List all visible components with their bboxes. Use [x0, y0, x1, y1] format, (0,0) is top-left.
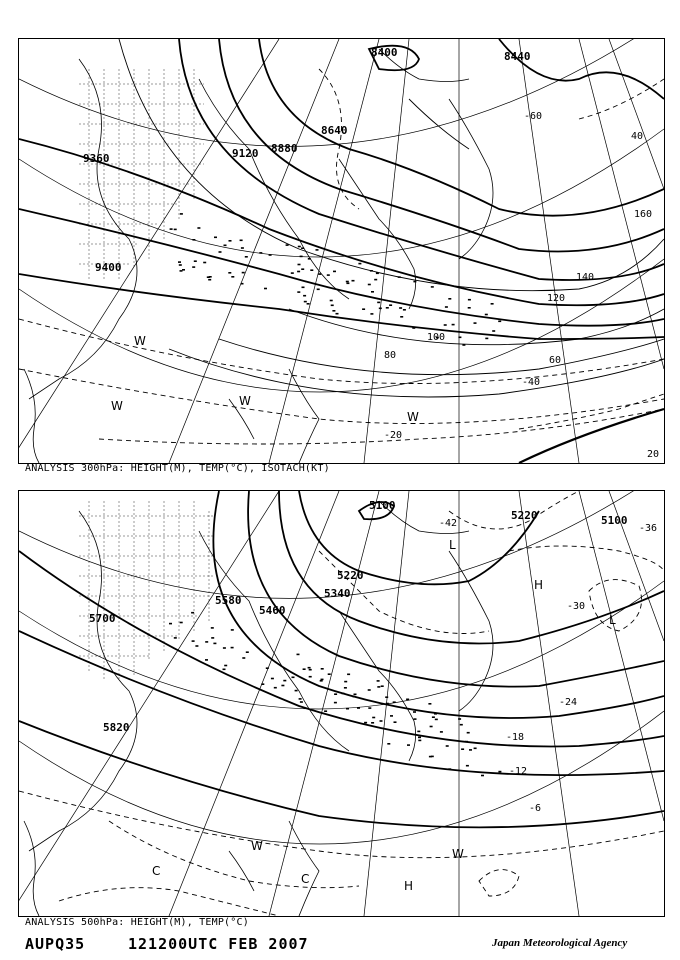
- station-mark: [320, 680, 323, 682]
- station-mark: [364, 722, 367, 724]
- station-mark: [310, 269, 313, 271]
- station-mark: [379, 308, 382, 310]
- height-label: 8640: [321, 124, 348, 137]
- station-mark: [286, 244, 289, 246]
- station-mark: [208, 279, 211, 281]
- jet-axis-line: [519, 409, 664, 463]
- station-mark: [195, 645, 198, 647]
- station-mark: [336, 313, 339, 315]
- station-mark: [468, 299, 471, 301]
- station-mark: [334, 693, 337, 695]
- station-mark: [205, 641, 208, 643]
- station-mark: [300, 256, 303, 258]
- station-mark: [461, 748, 464, 750]
- station-mark: [370, 270, 373, 272]
- station-mark: [462, 344, 465, 346]
- station-mark: [400, 316, 403, 318]
- station-mark: [377, 302, 380, 304]
- station-mark: [229, 240, 232, 242]
- height-label: 5220: [337, 569, 364, 582]
- station-mark: [394, 721, 397, 723]
- analysis-500hpa-map: [18, 490, 665, 917]
- pressure-system-mark: W: [407, 410, 419, 424]
- station-mark: [368, 707, 371, 709]
- station-mark: [431, 756, 434, 758]
- station-mark: [321, 679, 324, 681]
- isotherm-label: -40: [522, 377, 541, 388]
- station-mark: [292, 677, 295, 679]
- station-mark: [374, 279, 377, 281]
- station-mark: [219, 251, 222, 253]
- station-mark: [452, 324, 455, 326]
- station-mark: [281, 685, 284, 687]
- pressure-system-mark: W: [251, 839, 263, 853]
- station-mark: [448, 768, 451, 770]
- station-mark: [430, 726, 433, 728]
- station-mark: [386, 703, 389, 705]
- station-plots: [169, 612, 501, 776]
- station-mark: [298, 264, 301, 266]
- map-300hpa-canvas: [19, 39, 664, 463]
- station-mark: [467, 732, 470, 734]
- agency-name: Japan Meteorological Agency: [492, 937, 628, 949]
- station-mark: [259, 252, 262, 254]
- station-mark: [413, 711, 416, 713]
- station-mark: [302, 287, 305, 289]
- station-mark: [266, 667, 269, 669]
- isotherm-label: -24: [559, 697, 578, 708]
- station-mark: [354, 694, 357, 696]
- height-label: 5340: [324, 587, 351, 600]
- station-mark: [192, 640, 195, 642]
- isotach-label: 100: [427, 332, 446, 343]
- station-mark: [357, 707, 360, 709]
- station-mark: [432, 716, 435, 718]
- station-mark: [332, 310, 335, 312]
- station-mark: [324, 710, 327, 712]
- pressure-system-mark: L: [609, 613, 616, 627]
- station-mark: [458, 337, 461, 339]
- station-mark: [224, 245, 227, 247]
- station-mark: [386, 307, 389, 309]
- station-mark: [328, 673, 331, 675]
- height-label: 9120: [232, 147, 259, 160]
- station-mark: [192, 239, 195, 241]
- station-mark: [228, 272, 231, 274]
- station-mark: [344, 681, 347, 683]
- height-label: 5700: [89, 612, 116, 625]
- station-mark: [428, 703, 431, 705]
- station-mark: [371, 291, 374, 293]
- station-mark: [300, 701, 303, 703]
- station-mark: [387, 743, 390, 745]
- station-mark: [458, 718, 461, 720]
- height-label: 5460: [259, 604, 286, 617]
- station-mark: [203, 262, 206, 264]
- isotherm-label: -36: [639, 523, 658, 534]
- station-mark: [194, 260, 197, 262]
- height-label: 9360: [83, 152, 110, 165]
- station-mark: [381, 685, 384, 687]
- isotach-label: 120: [547, 293, 566, 304]
- station-mark: [412, 327, 415, 329]
- station-mark: [303, 668, 306, 670]
- station-mark: [297, 654, 300, 656]
- station-mark: [466, 765, 469, 767]
- station-mark: [469, 749, 472, 751]
- station-mark: [317, 289, 320, 291]
- pressure-system-mark: W: [239, 394, 251, 408]
- station-mark: [308, 667, 311, 669]
- station-mark: [414, 718, 417, 720]
- station-mark: [309, 676, 312, 678]
- station-mark: [301, 247, 304, 249]
- isotach-label: 140: [576, 272, 595, 283]
- station-mark: [417, 731, 420, 733]
- station-mark: [299, 698, 302, 700]
- station-plots: [170, 213, 502, 346]
- station-mark: [418, 737, 421, 739]
- station-mark: [269, 254, 272, 256]
- station-mark: [223, 669, 226, 671]
- station-mark: [371, 722, 374, 724]
- isotherm-label: -30: [567, 601, 586, 612]
- station-mark: [180, 622, 183, 624]
- station-mark: [316, 249, 319, 251]
- station-mark: [301, 268, 304, 270]
- station-mark: [197, 227, 200, 229]
- pressure-system-mark: L: [449, 538, 456, 552]
- station-mark: [174, 637, 177, 639]
- station-mark: [211, 627, 214, 629]
- station-mark: [389, 304, 392, 306]
- station-mark: [224, 665, 227, 667]
- station-mark: [318, 273, 321, 275]
- station-mark: [358, 263, 361, 265]
- station-mark: [346, 281, 349, 283]
- height-label: 5820: [103, 721, 130, 734]
- isotherm-label: -12: [509, 766, 528, 777]
- station-mark: [344, 687, 347, 689]
- station-mark: [192, 266, 195, 268]
- station-mark: [398, 276, 401, 278]
- station-mark: [223, 647, 226, 649]
- station-mark: [393, 701, 396, 703]
- isotherm-label: -20: [384, 430, 403, 441]
- height-label: 5100: [601, 514, 628, 527]
- station-mark: [211, 637, 214, 639]
- station-mark: [213, 643, 216, 645]
- station-mark: [485, 338, 488, 340]
- pressure-system-mark: W: [452, 847, 464, 861]
- station-mark: [435, 719, 438, 721]
- isotherm-label: -6: [529, 803, 542, 814]
- station-mark: [264, 288, 267, 290]
- station-mark: [445, 306, 448, 308]
- station-mark: [377, 680, 380, 682]
- station-mark: [295, 690, 298, 692]
- station-mark: [431, 286, 434, 288]
- station-mark: [308, 258, 311, 260]
- station-mark: [448, 298, 451, 300]
- station-mark: [385, 696, 388, 698]
- station-mark: [327, 274, 330, 276]
- station-mark: [240, 240, 243, 242]
- height-label: 5580: [215, 594, 242, 607]
- station-mark: [370, 313, 373, 315]
- station-mark: [491, 303, 494, 305]
- station-mark: [413, 281, 416, 283]
- station-mark: [205, 659, 208, 661]
- hatched-region: [79, 501, 214, 681]
- station-mark: [207, 276, 210, 278]
- station-mark: [444, 324, 447, 326]
- station-mark: [418, 740, 421, 742]
- station-mark: [372, 717, 375, 719]
- isotach-label: 20: [647, 449, 660, 460]
- station-mark: [242, 657, 245, 659]
- station-mark: [474, 748, 477, 750]
- height-label: 8880: [271, 142, 298, 155]
- station-mark: [297, 271, 300, 273]
- station-mark: [169, 623, 172, 625]
- station-mark: [481, 775, 484, 777]
- analysis-time: 121200UTC FEB 2007: [128, 935, 309, 953]
- station-mark: [303, 295, 306, 297]
- station-mark: [368, 284, 371, 286]
- station-mark: [191, 612, 194, 614]
- station-mark: [304, 301, 307, 303]
- station-mark: [346, 708, 349, 710]
- station-mark: [347, 674, 350, 676]
- station-mark: [362, 308, 365, 310]
- station-mark: [170, 228, 173, 230]
- isotach-contours: [119, 39, 664, 397]
- height-label: 5220: [511, 509, 538, 522]
- station-mark: [321, 668, 324, 670]
- isotach-label: 160: [634, 209, 653, 220]
- station-mark: [214, 237, 217, 239]
- station-mark: [446, 745, 449, 747]
- isotherm-label: -60: [524, 111, 543, 122]
- pressure-system-mark: C: [152, 864, 161, 878]
- station-mark: [498, 321, 501, 323]
- station-mark: [330, 300, 333, 302]
- station-mark: [352, 280, 355, 282]
- station-mark: [283, 680, 286, 682]
- station-mark: [376, 273, 379, 275]
- station-mark: [298, 246, 301, 248]
- station-mark: [297, 291, 300, 293]
- station-mark: [307, 303, 310, 305]
- station-mark: [180, 270, 183, 272]
- station-mark: [407, 744, 410, 746]
- station-mark: [341, 693, 344, 695]
- station-mark: [174, 229, 177, 231]
- station-mark: [245, 256, 248, 258]
- station-mark: [334, 702, 337, 704]
- station-mark: [399, 307, 402, 309]
- station-mark: [180, 213, 183, 215]
- station-mark: [440, 731, 443, 733]
- analysis-300hpa-map: [18, 38, 665, 464]
- pressure-system-mark: H: [404, 879, 414, 893]
- pressure-system-mark: H: [534, 578, 544, 592]
- station-mark: [485, 314, 488, 316]
- station-mark: [460, 724, 463, 726]
- pressure-system-mark: W: [134, 334, 146, 348]
- station-mark: [434, 713, 437, 715]
- height-label: 9400: [95, 261, 122, 274]
- station-mark: [231, 647, 234, 649]
- station-mark: [333, 271, 336, 273]
- isotach-label: 60: [549, 355, 562, 366]
- station-mark: [465, 741, 468, 743]
- pressure-system-mark: C: [301, 872, 310, 886]
- station-mark: [406, 699, 409, 701]
- station-mark: [241, 247, 244, 249]
- station-mark: [390, 715, 393, 717]
- station-mark: [331, 305, 334, 307]
- map-500hpa-canvas: [19, 491, 664, 916]
- station-mark: [231, 276, 234, 278]
- station-mark: [241, 283, 244, 285]
- station-mark: [474, 322, 477, 324]
- station-mark: [468, 307, 471, 309]
- station-mark: [380, 720, 383, 722]
- station-mark: [498, 771, 501, 773]
- station-mark: [309, 669, 312, 671]
- station-mark: [492, 330, 495, 332]
- height-label: 5100: [369, 499, 396, 512]
- station-mark: [242, 272, 245, 274]
- station-mark: [368, 689, 371, 691]
- station-mark: [353, 696, 356, 698]
- isotach-label: 40: [631, 131, 644, 142]
- height-label: 8440: [504, 50, 531, 63]
- station-mark: [246, 651, 249, 653]
- bottom-panel-caption: ANALYSIS 500hPa: HEIGHT(M), TEMP(°C): [25, 917, 249, 928]
- height-label: 8400: [371, 46, 398, 59]
- station-mark: [178, 261, 181, 263]
- station-mark: [403, 309, 406, 311]
- isotherm-label: -18: [506, 732, 525, 743]
- station-mark: [271, 678, 274, 680]
- station-mark: [377, 686, 380, 688]
- isotach-label: 80: [384, 350, 397, 361]
- station-mark: [179, 264, 182, 266]
- station-mark: [346, 283, 349, 285]
- isotherm-label: -42: [439, 518, 458, 529]
- station-mark: [274, 687, 277, 689]
- top-panel-caption: ANALYSIS 300hPa: HEIGHT(M), TEMP(°C), ISOTACH(KT): [25, 463, 330, 474]
- station-mark: [231, 629, 234, 631]
- pressure-system-mark: W: [111, 399, 123, 413]
- station-mark: [261, 683, 264, 685]
- chart-code: AUPQ35: [25, 935, 86, 953]
- station-mark: [291, 272, 294, 274]
